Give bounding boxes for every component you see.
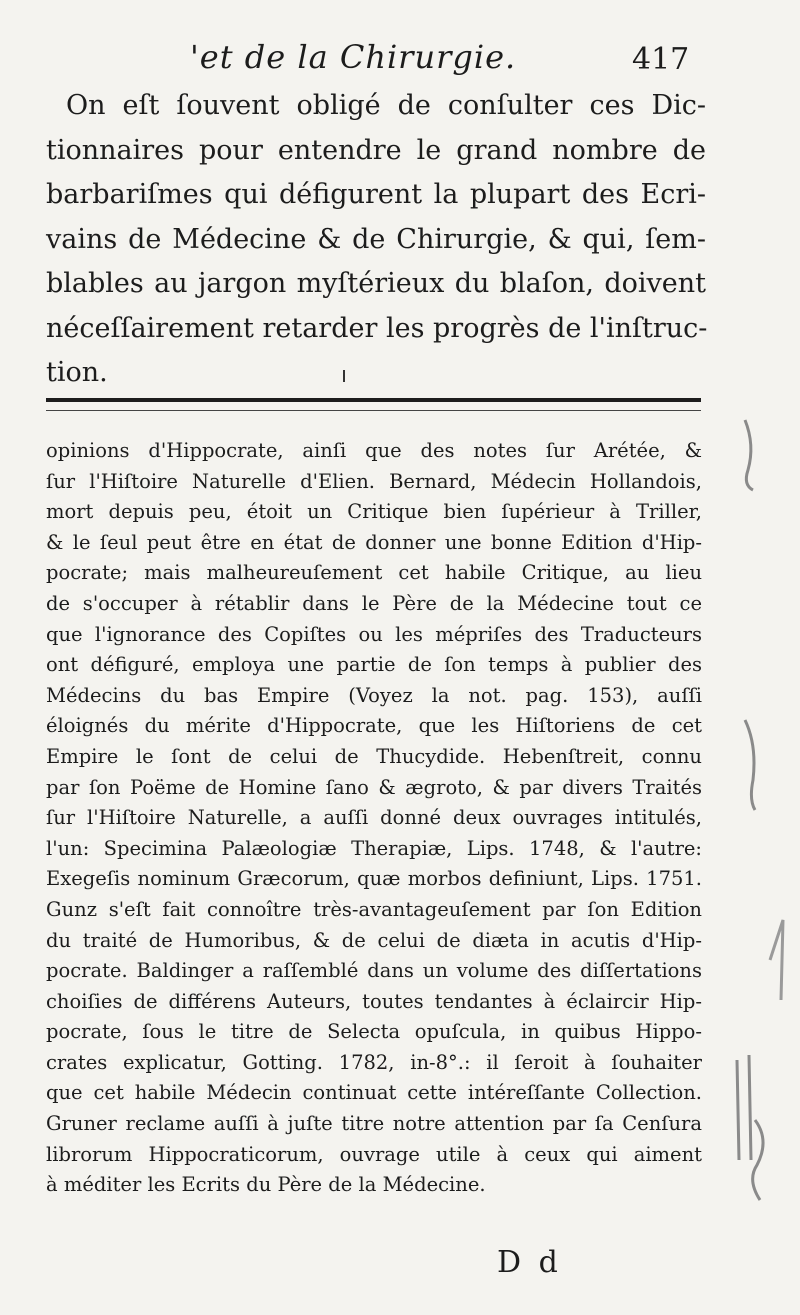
margin-check-mark <box>770 920 783 1000</box>
main-line: tionnaires pour entendre le grand nombre de <box>46 134 706 166</box>
footnote-line: ſur l'Hiſtoire Naturelle d'Elien. Bernard, Médecin Hollandois, <box>46 469 702 493</box>
margin-bracket-mark <box>745 720 755 810</box>
footnote-line: Gunz s'eſt fait connoître très-avantageuſement par ſon Edition <box>46 897 702 921</box>
footnote-line: que l'ignorance des Copiſtes ou les mépriſes des Traducteurs <box>46 622 702 646</box>
margin-bracket-mark <box>753 1120 763 1200</box>
main-line: néceſſairement retarder les progrès de l'inſtruc- <box>46 312 708 344</box>
margin-line-mark <box>737 1055 751 1160</box>
main-line: On eſt ſouvent obligé de conſulter ces Dic- <box>66 90 706 121</box>
footnote-text <box>46 436 702 1201</box>
main-paragraph <box>46 84 706 396</box>
footnote-line: à méditer les Ecrits du Père de la Médecine. <box>46 1173 486 1197</box>
footnote-line: Empire le ſont de celui de Thucydide. Hebenſtreit, connu <box>46 744 702 768</box>
main-line: tion. <box>46 357 108 388</box>
footnote-line: librorum Hippocraticorum, ouvrage utile à ceux qui aiment <box>46 1142 702 1166</box>
footnote-line: crates explicatur, Gotting. 1782, in-8°.: il ſeroit à ſouhaiter <box>46 1050 702 1074</box>
footnote-line: choiſies de différens Auteurs, toutes tendantes à éclaircir Hip- <box>46 989 702 1013</box>
margin-bracket-mark <box>745 420 753 490</box>
footnote-line: pocrate; mais malheureuſement cet habile Critique, au lieu <box>46 561 702 585</box>
footnote-line: opinions d'Hippocrate, ainſi que des notes ſur Arétée, & <box>46 439 702 462</box>
footnote-line: Exegeſis nominum Græcorum, quæ morbos definiunt, Lips. 1751. <box>46 867 702 891</box>
footnote-line: pocrate, ſous le titre de Selecta opuſcula, in quibus Hippo- <box>46 1020 702 1044</box>
footnote-line: que cet habile Médecin continuat cette intéreſſante Collection. <box>46 1081 702 1105</box>
margin-pencil-marks <box>715 400 800 1220</box>
footnote-line: Gruner reclame auſſi à juſte titre notre attention par ſa Cenſura <box>46 1112 702 1136</box>
footnote-line: l'un: Specimina Palæologiæ Therapiæ, Lips. 1748, & l'autre: <box>46 836 702 860</box>
footnote-line: & le ſeul peut être en état de donner une bonne Edition d'Hip- <box>46 530 702 554</box>
footnote-line: par ſon Poëme de Homine ſano & ægroto, & par divers Traités <box>46 775 702 799</box>
footnote-line: du traité de Humoribus, & de celui de diæta in acutis d'Hip- <box>46 928 702 952</box>
page-number: 417 <box>632 42 690 77</box>
footnote-line: pocrate. Baldinger a raſſemblé dans un volume des diſſertations <box>46 959 702 983</box>
footnote-line: éloignés du mérite d'Hippocrate, que les Hiſtoriens de cet <box>46 714 702 738</box>
running-title: 'et de la Chirurgie. <box>190 38 517 76</box>
main-line: vains de Médecine & de Chirurgie, & qui, ſem- <box>46 223 706 255</box>
signature-mark: D d <box>497 1245 562 1280</box>
footnote-line: mort depuis peu, étoit un Critique bien ſupérieur à Triller, <box>46 500 702 524</box>
footnote-line: ont défiguré, employa une partie de ſon temps à publier des <box>46 653 702 677</box>
ink-mark <box>343 370 345 382</box>
footnote-separator-rule <box>46 398 701 411</box>
footnote-line: de s'occuper à rétablir dans le Père de la Médecine tout ce <box>46 591 702 615</box>
main-line: blables au jargon myſtérieux du blaſon, doivent <box>46 268 706 299</box>
footnote-line: ſur l'Hiſtoire Naturelle, a auſſi donné deux ouvrages intitulés, <box>46 806 702 830</box>
footnote-line: Médecins du bas Empire (Voyez la not. pag. 153), auſſi <box>46 683 702 707</box>
main-line: barbariſmes qui défigurent la plupart des Ecri- <box>46 179 706 210</box>
